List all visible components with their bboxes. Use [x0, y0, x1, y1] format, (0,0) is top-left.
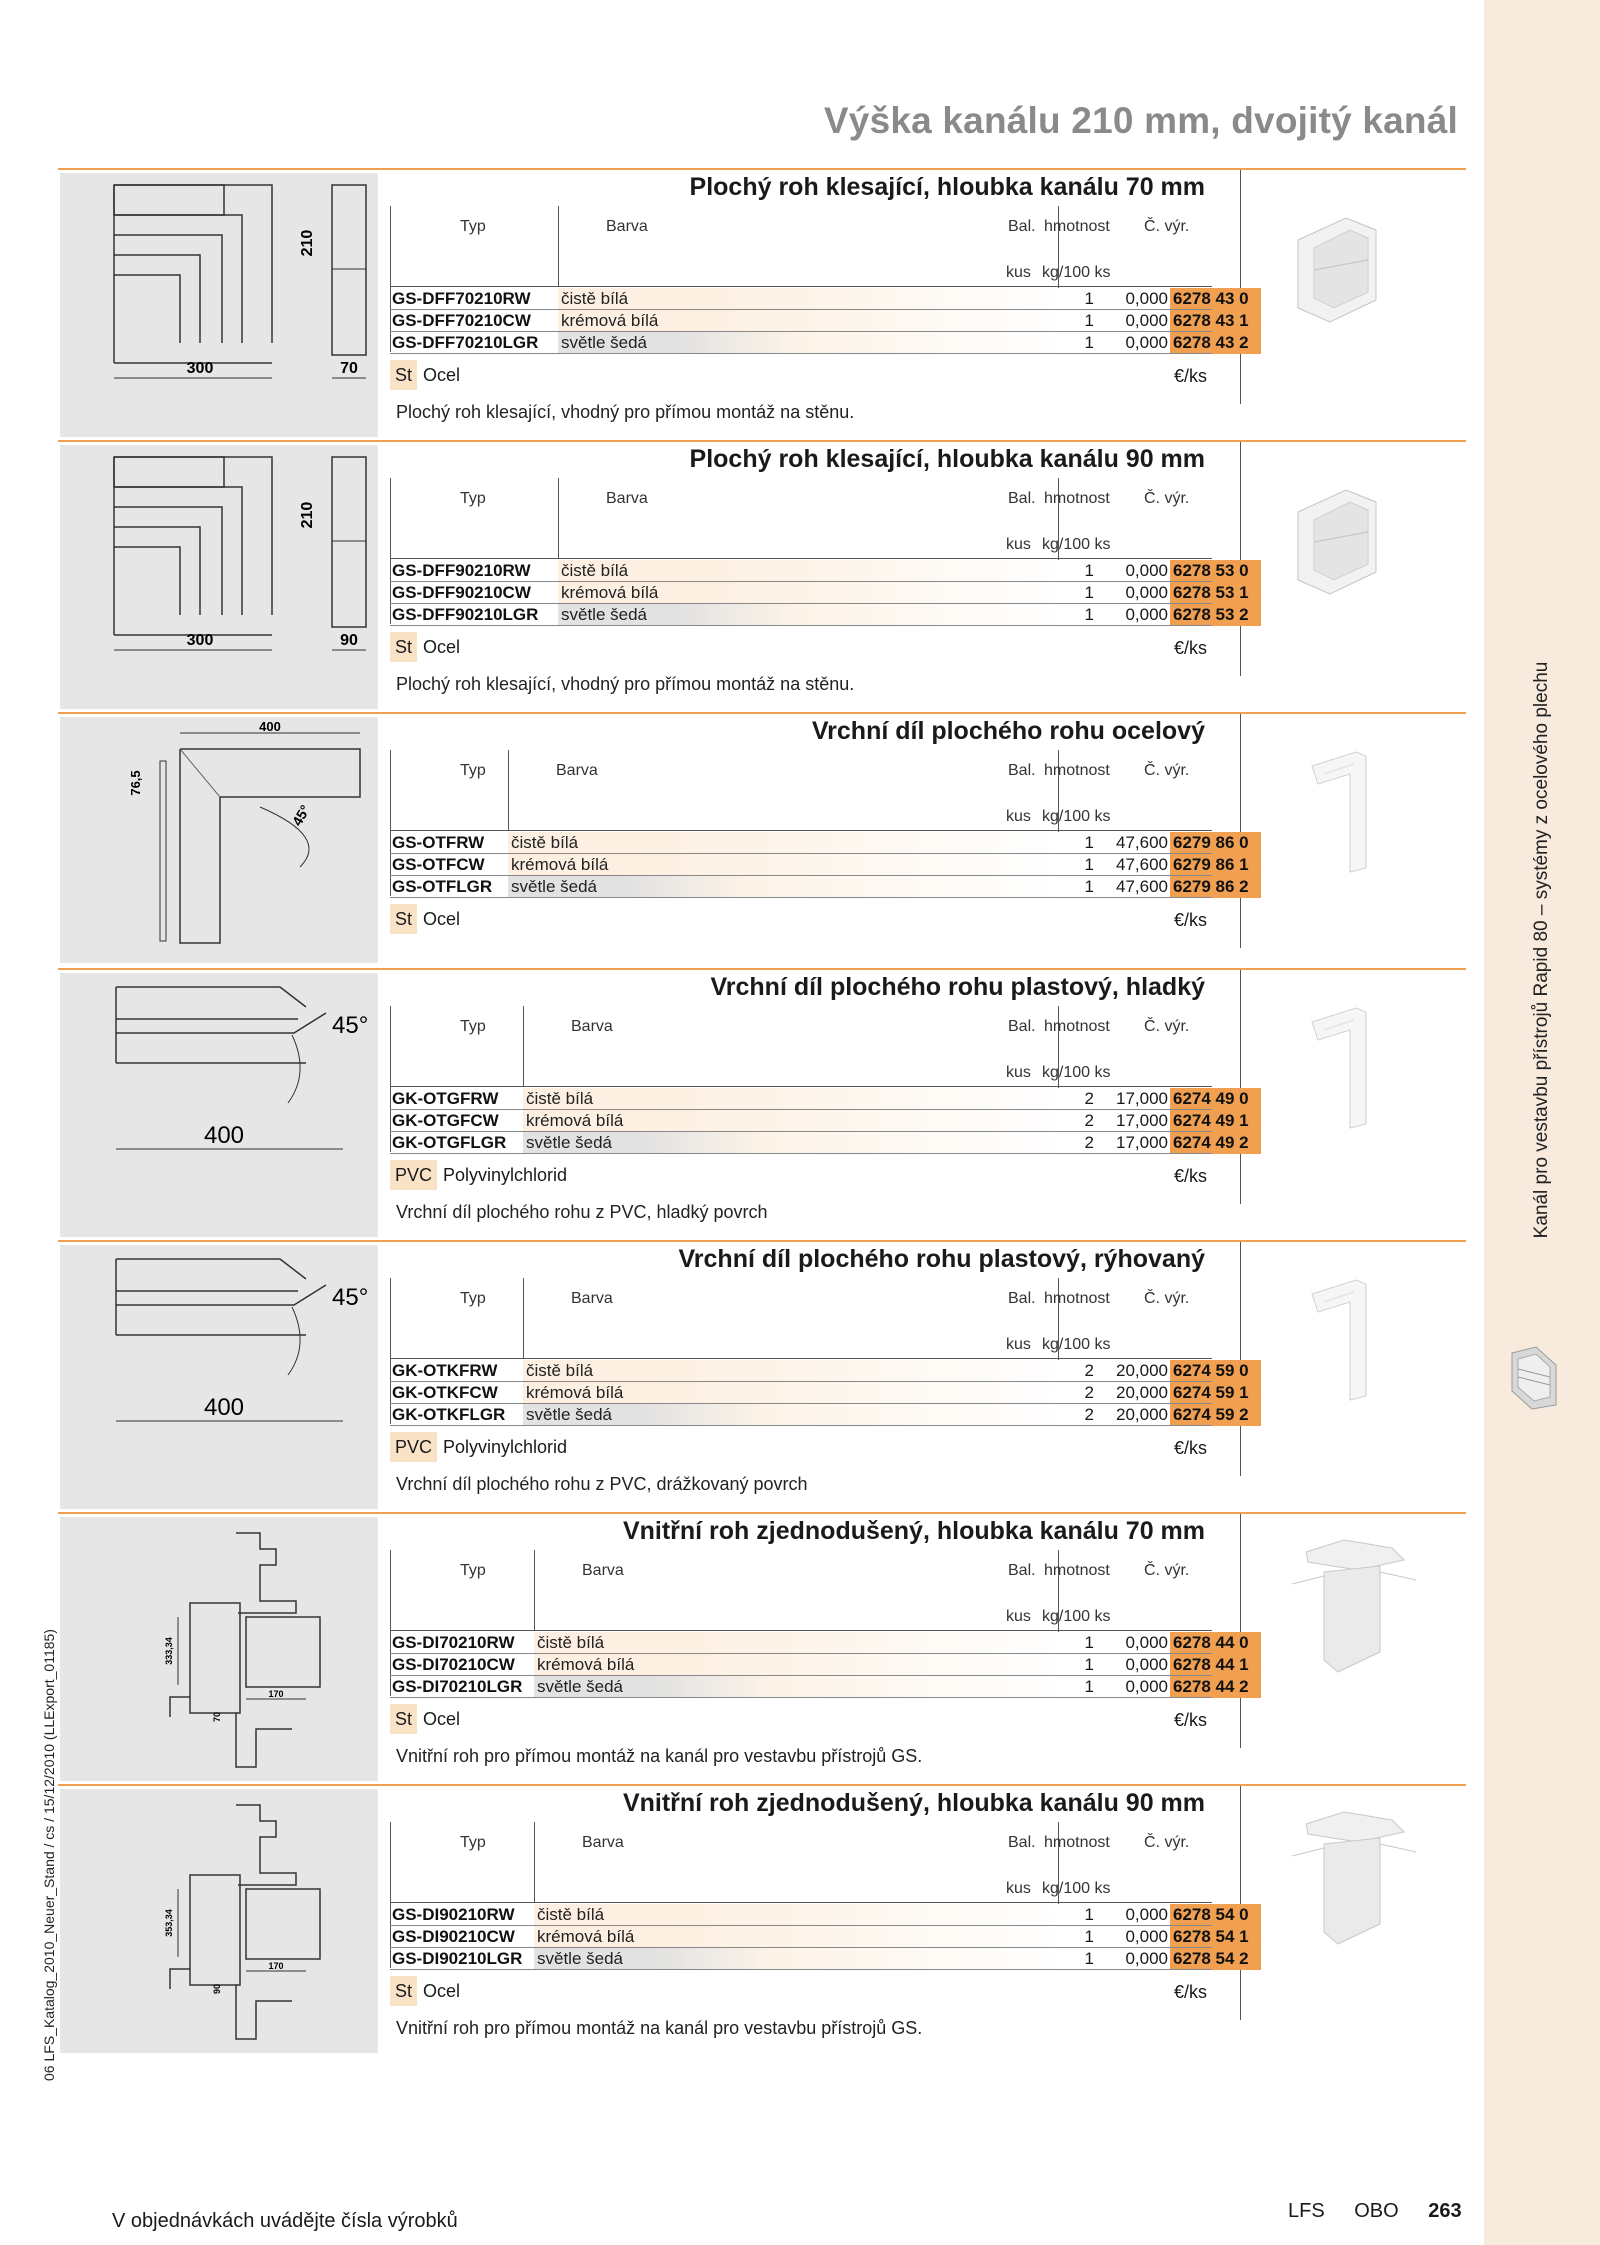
material-code: St	[390, 1976, 417, 2006]
article-number: 6278 44 0	[1170, 1632, 1261, 1654]
weight: 20,000	[1116, 1361, 1168, 1380]
table-row	[390, 832, 1249, 854]
dim-height: 210	[299, 229, 316, 257]
product-color: krémová bílá	[523, 1110, 1061, 1132]
col-header-typ: Typ	[460, 1834, 486, 1851]
weight: 0,000	[1125, 1905, 1168, 1924]
package-qty: 1	[1084, 877, 1094, 896]
product-photo	[1284, 1000, 1384, 1135]
col-header-weight: hmotnost	[1044, 1018, 1110, 1035]
col-header-barva: Barva	[571, 1018, 613, 1035]
product-section	[58, 440, 1466, 712]
col-header-code: Č. výr.	[1144, 490, 1190, 507]
material-info	[390, 1704, 460, 1734]
product-photo	[1284, 744, 1384, 879]
col-header-code: Č. výr.	[1144, 218, 1190, 235]
dim-height: 76,5	[128, 770, 143, 796]
page-footer	[1288, 2200, 1462, 2223]
material-code: St	[390, 632, 417, 662]
table-divider	[1240, 1242, 1241, 1476]
package-qty: 1	[1084, 1905, 1094, 1924]
table-row	[390, 1654, 1249, 1676]
dim-length: 400	[203, 1394, 245, 1421]
table-divider	[534, 1550, 535, 1630]
table-row	[390, 854, 1249, 876]
product-photo	[1284, 472, 1384, 607]
article-number: 6274 59 0	[1170, 1360, 1261, 1382]
unit-kg: kg/100 ks	[1042, 808, 1111, 825]
weight: 0,000	[1125, 561, 1168, 580]
product-section	[58, 968, 1466, 1240]
dim-angle: 45°	[332, 1012, 369, 1039]
technical-drawing	[60, 1789, 378, 2053]
technical-drawing	[60, 1517, 378, 1781]
price-unit: €/ks	[1174, 1710, 1208, 1730]
dim-height: 353,34	[164, 1909, 174, 1937]
col-header-barva: Barva	[582, 1562, 624, 1579]
weight: 47,600	[1116, 877, 1168, 896]
col-header-code: Č. výr.	[1144, 1018, 1190, 1035]
col-header-bal: Bal.	[1008, 1834, 1036, 1851]
price-unit: €/ks	[1174, 366, 1208, 386]
package-qty: 1	[1084, 855, 1094, 874]
material-name: Ocel	[423, 637, 461, 657]
product-photo	[1284, 1272, 1384, 1407]
package-qty: 1	[1084, 605, 1094, 624]
technical-drawing	[60, 445, 378, 709]
col-header-weight: hmotnost	[1044, 1834, 1110, 1851]
package-qty: 1	[1084, 1677, 1094, 1696]
table-divider	[1240, 1786, 1241, 2020]
product-color: světle šedá	[558, 332, 1061, 354]
product-type: GK-OTKFLGR	[392, 1405, 506, 1424]
section-title: Vrchní díl plochého rohu plastový, rýhovaný	[678, 1245, 1205, 1273]
article-number: 6274 59 1	[1170, 1382, 1261, 1404]
product-type: GS-DI90210CW	[392, 1927, 515, 1946]
col-header-barva: Barva	[556, 762, 598, 779]
product-color: krémová bílá	[558, 582, 1061, 604]
package-qty: 1	[1084, 583, 1094, 602]
technical-drawing	[60, 717, 378, 963]
weight: 17,000	[1116, 1111, 1168, 1130]
table-row	[390, 1904, 1249, 1926]
product-photo	[1284, 1532, 1424, 1687]
material-code: St	[390, 1704, 417, 1734]
table-rule	[390, 1630, 1212, 1631]
weight: 0,000	[1125, 289, 1168, 308]
table-row	[390, 1360, 1249, 1382]
col-header-weight: hmotnost	[1044, 1562, 1110, 1579]
section-title: Plochý roh klesající, hloubka kanálu 70 mm	[689, 173, 1205, 201]
table-divider	[1240, 1514, 1241, 1748]
dim-depth: 70	[212, 1711, 222, 1723]
article-number: 6278 43 0	[1170, 288, 1261, 310]
product-section	[58, 1240, 1466, 1512]
col-header-typ: Typ	[460, 218, 486, 235]
technical-drawing	[60, 973, 378, 1237]
col-header-code: Č. výr.	[1144, 762, 1190, 779]
product-color: čistě bílá	[534, 1632, 1061, 1654]
col-header-typ: Typ	[460, 1018, 486, 1035]
section-title: Vnitřní roh zjednodušený, hloubka kanálu 90 mm	[622, 1789, 1205, 1817]
unit-kus: kus	[1006, 1880, 1031, 1897]
package-qty: 2	[1084, 1361, 1094, 1380]
product-type: GK-OTKFRW	[392, 1361, 498, 1380]
material-info	[390, 1432, 567, 1462]
brand-obo: OBO	[1354, 2200, 1399, 2222]
dim-width: 300	[186, 360, 214, 377]
product-color: krémová bílá	[534, 1926, 1061, 1948]
col-header-code: Č. výr.	[1144, 1562, 1190, 1579]
product-color: čistě bílá	[523, 1088, 1061, 1110]
table-rule	[390, 830, 1212, 831]
material-name: Ocel	[423, 1981, 461, 2001]
row-rule	[390, 353, 1212, 354]
product-type: GK-OTGFRW	[392, 1089, 499, 1108]
row-rule	[390, 625, 1212, 626]
unit-kus: kus	[1006, 536, 1031, 553]
technical-drawing	[60, 173, 378, 437]
article-number: 6278 44 2	[1170, 1676, 1261, 1698]
package-qty: 1	[1084, 1633, 1094, 1652]
col-header-barva: Barva	[571, 1290, 613, 1307]
package-qty: 1	[1084, 1949, 1094, 1968]
product-section	[58, 712, 1466, 966]
material-name: Polyvinylchlorid	[443, 1165, 568, 1185]
article-number: 6279 86 1	[1170, 854, 1261, 876]
unit-kus: kus	[1006, 1064, 1031, 1081]
col-header-code: Č. výr.	[1144, 1290, 1190, 1307]
channel-product-icon	[1506, 1345, 1562, 1411]
unit-kg: kg/100 ks	[1042, 1064, 1111, 1081]
product-color: světle šedá	[523, 1132, 1061, 1154]
price-unit: €/ks	[1174, 1982, 1208, 2002]
product-color: čistě bílá	[534, 1904, 1061, 1926]
product-type: GK-OTGFCW	[392, 1111, 499, 1130]
col-header-weight: hmotnost	[1044, 762, 1110, 779]
product-type: GS-DFF90210CW	[392, 583, 531, 602]
weight: 0,000	[1125, 333, 1168, 352]
table-rule	[390, 1358, 1212, 1359]
row-rule	[390, 1697, 1212, 1698]
table-divider	[558, 206, 559, 286]
price-unit: €/ks	[1174, 638, 1208, 658]
weight: 0,000	[1125, 605, 1168, 624]
product-type: GS-DI70210RW	[392, 1633, 515, 1652]
material-code: PVC	[390, 1160, 437, 1190]
print-info: 06 LFS_Katalog_2010_Neuer_Stand / cs / 15/12/2010 (LLExport_01185)	[41, 1629, 57, 2081]
row-rule	[390, 897, 1212, 898]
table-rule	[390, 1086, 1212, 1087]
side-label: Kanál pro vestavbu přístrojů Rapid 80 – systémy z ocelového plechu	[1531, 661, 1552, 1239]
col-header-bal: Bal.	[1008, 762, 1036, 779]
material-name: Ocel	[423, 365, 461, 385]
product-type: GS-DFF70210CW	[392, 311, 531, 330]
material-info	[390, 1976, 460, 2006]
article-number: 6278 43 2	[1170, 332, 1261, 354]
col-header-barva: Barva	[606, 490, 648, 507]
table-row	[390, 1676, 1249, 1698]
material-info	[390, 1160, 567, 1190]
package-qty: 2	[1084, 1089, 1094, 1108]
col-header-typ: Typ	[460, 1562, 486, 1579]
price-unit: €/ks	[1174, 910, 1208, 930]
table-divider	[508, 750, 509, 830]
dim-depth: 90	[340, 632, 358, 649]
table-row	[390, 560, 1249, 582]
product-description: Vrchní díl plochého rohu z PVC, hladký povrch	[396, 1202, 768, 1222]
material-name: Polyvinylchlorid	[443, 1437, 568, 1457]
article-number: 6278 43 1	[1170, 310, 1261, 332]
col-header-barva: Barva	[582, 1834, 624, 1851]
package-qty: 2	[1084, 1111, 1094, 1130]
row-rule	[390, 1425, 1212, 1426]
product-color: světle šedá	[508, 876, 1061, 898]
weight: 0,000	[1125, 1927, 1168, 1946]
unit-kg: kg/100 ks	[1042, 1880, 1111, 1897]
page-number: 263	[1428, 2200, 1462, 2222]
table-rule	[390, 1902, 1212, 1903]
col-header-bal: Bal.	[1008, 490, 1036, 507]
product-type: GS-DFF70210LGR	[392, 333, 539, 352]
package-qty: 1	[1084, 1927, 1094, 1946]
product-type: GS-DFF90210RW	[392, 561, 531, 580]
row-rule	[390, 1969, 1212, 1970]
product-description: Vnitřní roh pro přímou montáž na kanál pro vestavbu přístrojů GS.	[396, 2018, 923, 2038]
section-title: Vnitřní roh zjednodušený, hloubka kanálu 70 mm	[622, 1517, 1205, 1545]
weight: 17,000	[1116, 1089, 1168, 1108]
table-divider	[1240, 170, 1241, 404]
table-rule	[390, 558, 1212, 559]
product-type: GS-OTFCW	[392, 855, 485, 874]
col-header-weight: hmotnost	[1044, 218, 1110, 235]
product-color: světle šedá	[534, 1676, 1061, 1698]
unit-kus: kus	[1006, 808, 1031, 825]
dim-width: 170	[268, 1689, 284, 1699]
unit-kus: kus	[1006, 264, 1031, 281]
product-type: GK-OTKFCW	[392, 1383, 498, 1402]
table-row	[390, 288, 1249, 310]
unit-kg: kg/100 ks	[1042, 536, 1111, 553]
material-name: Ocel	[423, 1709, 461, 1729]
dim-width: 170	[268, 1961, 284, 1971]
product-type: GS-DI90210RW	[392, 1905, 515, 1924]
col-header-weight: hmotnost	[1044, 490, 1110, 507]
package-qty: 2	[1084, 1383, 1094, 1402]
table-divider	[558, 478, 559, 558]
table-row	[390, 1110, 1249, 1132]
package-qty: 2	[1084, 1133, 1094, 1152]
brand-lfs: LFS	[1288, 2200, 1325, 2222]
article-number: 6278 53 2	[1170, 604, 1261, 626]
weight: 20,000	[1116, 1405, 1168, 1424]
dim-width: 300	[186, 632, 214, 649]
product-description: Plochý roh klesající, vhodný pro přímou montáž na stěnu.	[396, 674, 855, 694]
package-qty: 1	[1084, 311, 1094, 330]
weight: 47,600	[1116, 855, 1168, 874]
package-qty: 1	[1084, 561, 1094, 580]
col-header-weight: hmotnost	[1044, 1290, 1110, 1307]
product-color: krémová bílá	[534, 1654, 1061, 1676]
col-header-typ: Typ	[460, 490, 486, 507]
table-row	[390, 1088, 1249, 1110]
product-type: GS-OTFRW	[392, 833, 485, 852]
article-number: 6279 86 2	[1170, 876, 1261, 898]
weight: 0,000	[1125, 1633, 1168, 1652]
product-type: GS-DI70210LGR	[392, 1677, 523, 1696]
article-number: 6278 54 0	[1170, 1904, 1261, 1926]
section-title: Vrchní díl plochého rohu ocelový	[811, 717, 1205, 745]
material-info	[390, 632, 460, 662]
page-title: Výška kanálu 210 mm, dvojitý kanál	[823, 100, 1458, 141]
dim-length: 400	[203, 1122, 245, 1149]
weight: 0,000	[1125, 1677, 1168, 1696]
product-color: krémová bílá	[523, 1382, 1061, 1404]
table-divider	[1240, 442, 1241, 676]
dim-height: 210	[299, 501, 316, 529]
material-code: PVC	[390, 1432, 437, 1462]
col-header-bal: Bal.	[1008, 1562, 1036, 1579]
table-row	[390, 1926, 1249, 1948]
product-description: Vnitřní roh pro přímou montáž na kanál pro vestavbu přístrojů GS.	[396, 1746, 923, 1766]
weight: 47,600	[1116, 833, 1168, 852]
table-row	[390, 1404, 1249, 1426]
table-row	[390, 604, 1249, 626]
col-header-bal: Bal.	[1008, 1018, 1036, 1035]
table-row	[390, 1948, 1249, 1970]
weight: 0,000	[1125, 1655, 1168, 1674]
unit-kus: kus	[1006, 1608, 1031, 1625]
product-color: světle šedá	[523, 1404, 1061, 1426]
technical-drawing	[60, 1245, 378, 1509]
col-header-code: Č. výr.	[1144, 1834, 1190, 1851]
table-row	[390, 1632, 1249, 1654]
article-number: 6274 49 0	[1170, 1088, 1261, 1110]
dim-depth: 70	[340, 360, 358, 377]
table-divider	[523, 1278, 524, 1358]
product-color: čistě bílá	[523, 1360, 1061, 1382]
unit-kg: kg/100 ks	[1042, 264, 1111, 281]
table-divider	[523, 1006, 524, 1086]
dim-angle: 45°	[288, 802, 314, 829]
table-rule	[390, 286, 1212, 287]
weight: 0,000	[1125, 311, 1168, 330]
col-header-barva: Barva	[606, 218, 648, 235]
col-header-typ: Typ	[460, 1290, 486, 1307]
dim-depth: 90	[212, 1983, 222, 1995]
product-type: GS-OTFLGR	[392, 877, 493, 896]
product-color: čistě bílá	[558, 288, 1061, 310]
product-type: GS-DI70210CW	[392, 1655, 515, 1674]
product-color: krémová bílá	[508, 854, 1061, 876]
package-qty: 1	[1084, 833, 1094, 852]
product-description: Vrchní díl plochého rohu z PVC, drážkovaný povrch	[396, 1474, 808, 1494]
product-color: krémová bílá	[558, 310, 1061, 332]
table-row	[390, 310, 1249, 332]
order-note: V objednávkách uvádějte čísla výrobků	[112, 2210, 458, 2232]
product-color: světle šedá	[534, 1948, 1061, 1970]
article-number: 6278 44 1	[1170, 1654, 1261, 1676]
package-qty: 1	[1084, 333, 1094, 352]
table-divider	[534, 1822, 535, 1902]
article-number: 6274 59 2	[1170, 1404, 1261, 1426]
product-photo	[1284, 200, 1384, 335]
article-number: 6278 54 1	[1170, 1926, 1261, 1948]
table-divider	[1240, 970, 1241, 1204]
col-header-bal: Bal.	[1008, 218, 1036, 235]
price-unit: €/ks	[1174, 1438, 1208, 1458]
weight: 17,000	[1116, 1133, 1168, 1152]
section-title: Vrchní díl plochého rohu plastový, hladký	[710, 973, 1205, 1001]
table-divider	[1240, 714, 1241, 948]
dim-angle: 45°	[332, 1284, 369, 1311]
weight: 20,000	[1116, 1383, 1168, 1402]
product-description: Plochý roh klesající, vhodný pro přímou montáž na stěnu.	[396, 402, 855, 422]
unit-kus: kus	[1006, 1336, 1031, 1353]
product-color: čistě bílá	[508, 832, 1061, 854]
article-number: 6274 49 1	[1170, 1110, 1261, 1132]
article-number: 6278 54 2	[1170, 1948, 1261, 1970]
product-color: světle šedá	[558, 604, 1061, 626]
row-rule	[390, 1153, 1212, 1154]
material-code: St	[390, 360, 417, 390]
dim-length: 400	[259, 719, 281, 734]
article-number: 6279 86 0	[1170, 832, 1261, 854]
package-qty: 1	[1084, 1655, 1094, 1674]
price-unit: €/ks	[1174, 1166, 1208, 1186]
table-row	[390, 1132, 1249, 1154]
article-number: 6274 49 2	[1170, 1132, 1261, 1154]
product-type: GK-OTGFLGR	[392, 1133, 507, 1152]
unit-kg: kg/100 ks	[1042, 1608, 1111, 1625]
section-title: Plochý roh klesající, hloubka kanálu 90 mm	[689, 445, 1205, 473]
package-qty: 2	[1084, 1405, 1094, 1424]
table-row	[390, 1382, 1249, 1404]
material-info	[390, 360, 460, 390]
material-code: St	[390, 904, 417, 934]
product-color: čistě bílá	[558, 560, 1061, 582]
package-qty: 1	[1084, 289, 1094, 308]
product-section	[58, 1512, 1466, 1784]
table-row	[390, 876, 1249, 898]
product-type: GS-DFF90210LGR	[392, 605, 539, 624]
product-type: GS-DI90210LGR	[392, 1949, 523, 1968]
material-name: Ocel	[423, 909, 461, 929]
weight: 0,000	[1125, 1949, 1168, 1968]
dim-height: 333,34	[164, 1637, 174, 1665]
table-row	[390, 582, 1249, 604]
article-number: 6278 53 0	[1170, 560, 1261, 582]
product-section	[58, 1784, 1466, 2056]
col-header-typ: Typ	[460, 762, 486, 779]
unit-kg: kg/100 ks	[1042, 1336, 1111, 1353]
product-photo	[1284, 1804, 1424, 1959]
product-type: GS-DFF70210RW	[392, 289, 531, 308]
weight: 0,000	[1125, 583, 1168, 602]
col-header-bal: Bal.	[1008, 1290, 1036, 1307]
article-number: 6278 53 1	[1170, 582, 1261, 604]
table-row	[390, 332, 1249, 354]
material-info	[390, 904, 460, 934]
product-section	[58, 168, 1466, 440]
